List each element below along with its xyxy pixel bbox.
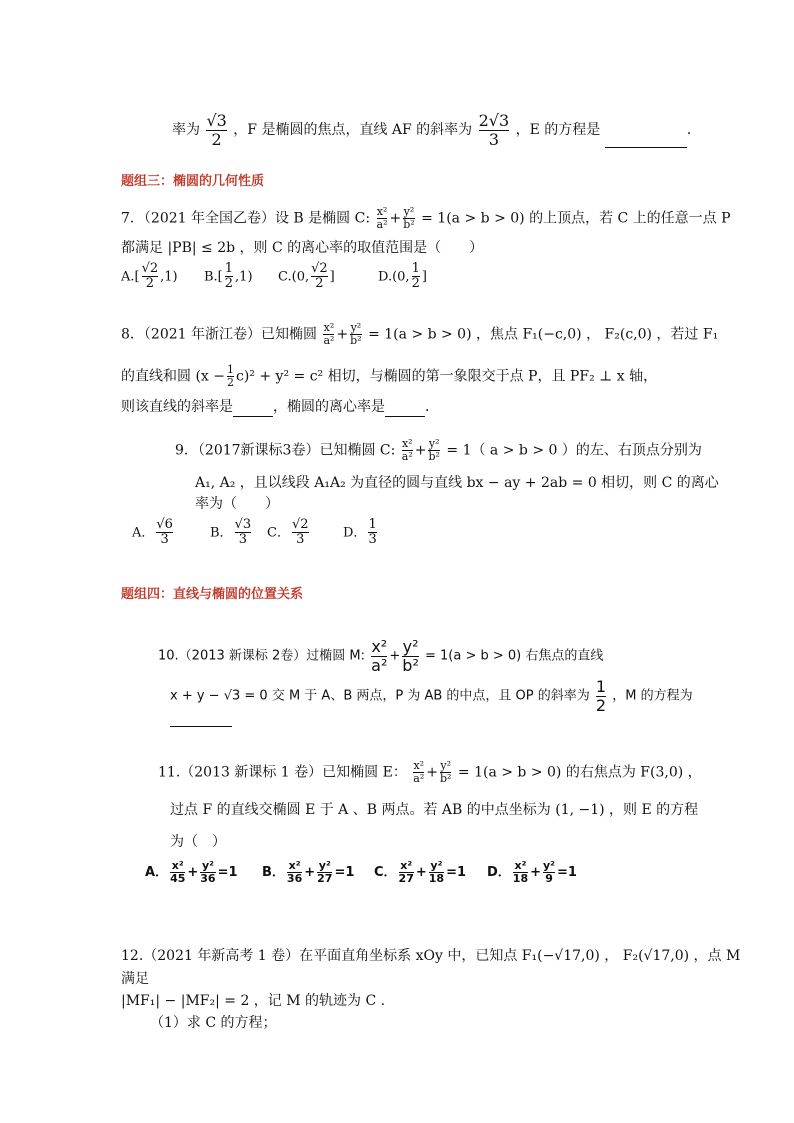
frac-num: y² (440, 759, 452, 772)
frac-num: √3 (206, 111, 227, 130)
frac-den: b² (439, 772, 452, 786)
q11-line2: 过点 F 的直线交椭圆 E 于 A 、B 两点。若 AB 的中点坐标为 (1, −1) ，则 E 的方程 (170, 802, 699, 818)
frac-num: 1 (227, 363, 234, 376)
section-heading-4: 题组四：直线与椭圆的位置关系 (121, 587, 304, 602)
q10-line1: 10.（2013 新课标 2卷）过椭圆 M: $\frac{\text{x²}}{\text{a²}}$ + $\frac{\text{y²}}{\text{b²}}$ = 1(a > b > 0) 右焦点的直线 (158, 637, 604, 675)
frac-x2-a2 (323, 322, 334, 347)
frac-den: b² (403, 218, 415, 232)
q9-option-a (132, 518, 175, 548)
q10-text: 10.（2013 新课标 2卷）过椭圆 M: (158, 648, 366, 664)
q12-line2: 满足 (121, 971, 149, 987)
frac-x2-a2 (402, 438, 413, 463)
top-line: 率为 $\frac{√3}{2}$ ，F 是椭圆的焦点，直线 AF 的斜率为 $\frac{2√3}{3}$ ，E 的方程是 . (172, 111, 692, 149)
eq: =1 (557, 865, 577, 881)
frac-num: x² (514, 859, 527, 872)
frac-den: b² (350, 334, 362, 348)
opt-frac (368, 518, 376, 548)
q9-option-d (343, 518, 379, 548)
plus: + (530, 865, 542, 881)
opt-frac-y (200, 860, 215, 885)
top-text-2: ，F 是椭圆的焦点，直线 AF 的斜率为 (233, 122, 473, 139)
frac-num: y² (318, 859, 331, 872)
frac-num: x² (376, 205, 388, 218)
opt-label: D． (487, 865, 511, 881)
frac-den: 2 (227, 376, 234, 390)
answer-blank (233, 402, 273, 417)
q12-line4: （1）求 C 的方程； (150, 1015, 277, 1031)
q9-text: = 1（ a > b > 0 ）的左、右顶点分别为 (446, 442, 702, 459)
q9-line1: 9．（2017新课标3卷）已知椭圆 C: $\frac{\text{x²}}{\text{a²}}$ + $\frac{\text{y²}}{\text{b²}}$ = 1（ a > b > 0 ）的左、右顶点分别为 (175, 437, 702, 464)
opt-frac-y (543, 860, 555, 885)
answer-blank (170, 726, 232, 727)
opt-end: ] (329, 269, 335, 285)
q7-line1: 7．（2021 年全国乙卷）设 B 是椭圆 C: $\frac{\text{x²}}{\text{a²}}$ + $\frac{\text{y²}}{\text{b²}}$ = 1(a > b > 0) 的上顶点，若 C 上的任意一点 P (121, 205, 731, 232)
q12-line1: 12.（2021 年新高考 1 卷）在平面直角坐标系 xOy 中，已知点 F₁(−√17,0) ， F₂(√17,0) ，点 M (121, 948, 741, 964)
q7-text: 7．（2021 年全国乙卷）设 B 是椭圆 C: (121, 210, 371, 227)
opt-label: C． (374, 865, 397, 881)
frac-den: 9 (543, 872, 555, 885)
frac-num: y² (428, 437, 440, 450)
frac-half (596, 678, 606, 714)
plus: + (187, 865, 199, 881)
frac-den: 2 (311, 276, 328, 291)
frac-den: 45 (170, 872, 186, 886)
q8-line2 (121, 364, 657, 389)
q11-option-c (374, 860, 466, 885)
frac-num: x² (288, 859, 301, 872)
q10-line2 (170, 678, 693, 714)
opt-frac-x (513, 860, 528, 885)
frac-num: √2 (311, 261, 328, 276)
frac-den: 27 (398, 872, 414, 886)
frac-den: 36 (200, 872, 216, 886)
opt-end: ,1) (160, 269, 178, 285)
opt-label: A． (132, 525, 155, 541)
q8-text: 则该直线的斜率是 (121, 399, 233, 415)
opt-frac-y (317, 860, 332, 885)
frac-x2-a2 (377, 206, 388, 231)
opt-frac (235, 518, 252, 548)
frac-y2-b2 (403, 206, 414, 231)
frac-den: 2 (595, 695, 607, 715)
frac-num: 2√3 (478, 111, 510, 130)
opt-frac (412, 262, 420, 292)
q9-line3: 率为（ ） (195, 496, 279, 512)
q8-text: ． (425, 399, 439, 415)
frac-den: 2 (224, 276, 234, 292)
answer-blank (605, 133, 687, 148)
frac-x2-a2 (413, 760, 424, 785)
frac-num: 1 (224, 261, 234, 276)
frac-num: x² (413, 759, 425, 772)
frac-den: b² (428, 450, 440, 464)
frac-num: x² (171, 859, 184, 872)
section-heading-3: 题组三：椭圆的几何性质 (121, 174, 265, 189)
frac-y2-b2 (402, 638, 419, 674)
q7-option-b (204, 262, 253, 292)
opt-label: B． (262, 865, 285, 881)
opt-frac (311, 262, 328, 292)
q9-option-c (267, 518, 311, 548)
opt-label: B.[ (204, 269, 223, 285)
frac-num: √2 (291, 517, 309, 532)
q8-paren: c)² (236, 368, 255, 385)
frac-den: 2 (411, 276, 420, 292)
opt-frac (225, 262, 233, 292)
frac-den: 2 (142, 276, 159, 291)
opt-frac-x (287, 860, 302, 885)
frac-y2-b2 (350, 322, 361, 347)
q8-text: 的直线和圆 (121, 368, 191, 385)
frac-den: a² (376, 218, 388, 232)
answer-blank (385, 402, 425, 417)
q8-text: = 1(a > b > 0) ，焦点 F₁(−c,0) ， F₂(c,0) ，若过 F₁ (368, 326, 719, 343)
opt-end: ] (421, 269, 427, 285)
frac-num: 1 (595, 677, 607, 696)
q8-line3 (121, 397, 439, 417)
plus: + (304, 865, 316, 881)
frac-num: 1 (411, 261, 420, 276)
frac-y2-b2 (428, 438, 439, 463)
frac-den: 18 (428, 872, 445, 886)
frac-sqrt3-over-2 (206, 112, 226, 148)
q11-line3: 为（ ） (170, 834, 226, 850)
q9-text: 9．（2017新课标3卷）已知椭圆 C: (175, 442, 396, 459)
frac-y2-b2 (440, 760, 451, 785)
opt-frac (292, 518, 309, 548)
frac-den: 3 (368, 532, 377, 548)
q9-option-b (210, 518, 253, 548)
opt-label: D． (343, 525, 367, 541)
q10-text: = 1(a > b > 0) 右焦点的直线 (425, 648, 604, 664)
q8-text: ，椭圆的离心率是 (273, 399, 385, 415)
frac-den: 27 (317, 872, 333, 886)
opt-frac (156, 518, 173, 548)
q11-line1: 11.（2013 新课标 1 卷）已知椭圆 E： $\frac{\text{x²}}{\text{a²}}$ + $\frac{\text{y²}}{\text{b²}}$ = 1(a > b > 0) 的右焦点为 F(3,0) ， (158, 759, 702, 786)
opt-frac-x (399, 860, 414, 885)
opt-label: C.(0, (278, 269, 310, 285)
opt-end: ,1) (235, 269, 253, 285)
frac-x2-a2 (371, 638, 387, 674)
top-text-3: ，E 的方程是 (515, 122, 601, 139)
q8-line1: 8．（2021 年浙江卷）已知椭圆 $\frac{\text{x²}}{\text{a²}}$ + $\frac{\text{y²}}{\text{b²}}$ = 1(a > b > 0) ，焦点 F₁(−c,0) ， F₂(c,0) ，若过 F₁ (121, 321, 719, 348)
frac-num: y² (430, 859, 443, 872)
frac-half (227, 364, 234, 389)
frac-num: y² (350, 321, 362, 334)
frac-den: 3 (292, 532, 309, 547)
q7-text: = 1(a > b > 0) 的上顶点，若 C 上的任意一点 P (421, 210, 731, 227)
q9-line2: A₁, A₂ ，且以线段 A₁A₂ 为直径的圆与直线 bx − ay + 2ab = 0 相切，则 C 的离心 (195, 475, 719, 491)
frac-den: 3 (235, 532, 252, 547)
q11-option-a (145, 860, 238, 885)
eq: =1 (217, 865, 238, 881)
opt-label: A． (145, 865, 169, 881)
frac-num: y² (403, 205, 415, 218)
eq: =1 (334, 865, 355, 881)
frac-num: y² (543, 859, 556, 872)
q7-option-d (378, 262, 427, 292)
opt-frac-y (429, 860, 444, 885)
q10-text: ，M 的方程为 (612, 688, 693, 704)
frac-num: y² (201, 859, 214, 872)
q7-line2: 都满足 |PB| ≤ 2b ，则 C 的离心率的取值范围是（ ） (121, 240, 484, 256)
q8-text: 8．（2021 年浙江卷）已知椭圆 (121, 326, 317, 343)
top-text-1: 率为 (172, 122, 200, 139)
q11-option-d (487, 860, 577, 885)
opt-frac-x (170, 860, 185, 885)
frac-num: x² (323, 321, 335, 334)
frac-den: 3 (479, 130, 510, 149)
frac-num: √2 (141, 261, 159, 276)
frac-num: √6 (156, 517, 173, 532)
frac-den: a² (371, 655, 388, 675)
q11-text: 11.（2013 新课标 1 卷）已知椭圆 E： (158, 764, 407, 781)
frac-den: a² (401, 450, 413, 464)
frac-den: b² (402, 655, 419, 675)
frac-num: y² (402, 637, 419, 656)
frac-2sqrt3-over-3 (479, 112, 510, 148)
frac-num: √3 (234, 517, 252, 532)
q12-line3: |MF₁| − |MF₂| = 2 ，记 M 的轨迹为 C . (121, 993, 386, 1009)
opt-label: A.[ (121, 269, 140, 285)
frac-num: x² (400, 859, 413, 872)
frac-den: a² (413, 772, 425, 786)
q7-option-c (278, 262, 335, 292)
frac-num: x² (371, 637, 388, 656)
frac-den: 36 (286, 872, 303, 886)
plus: + (415, 865, 427, 881)
frac-num: x² (401, 437, 413, 450)
frac-den: 3 (156, 532, 173, 547)
q11-option-b (262, 860, 354, 885)
eq: =1 (446, 865, 467, 881)
frac-den: 18 (512, 872, 529, 886)
opt-label: D.(0, (378, 269, 410, 285)
q7-option-a (121, 262, 178, 292)
q10-text: x + y − √3 = 0 交 M 于 A、B 两点，P 为 AB 的中点，且 OP 的斜率为 (170, 688, 590, 704)
opt-label: C． (267, 525, 290, 541)
opt-frac (142, 262, 159, 292)
q11-text: = 1(a > b > 0) 的右焦点为 F(3,0) ， (457, 764, 702, 781)
frac-den: 2 (206, 130, 226, 149)
frac-num: 1 (368, 517, 377, 532)
opt-label: B． (210, 525, 233, 541)
q8-text: + y² = c² 相切，与椭圆的第一象限交于点 P，且 PF₂ ⊥ x 轴， (259, 368, 658, 385)
q8-paren: (x − (195, 368, 225, 385)
frac-den: a² (323, 334, 335, 348)
